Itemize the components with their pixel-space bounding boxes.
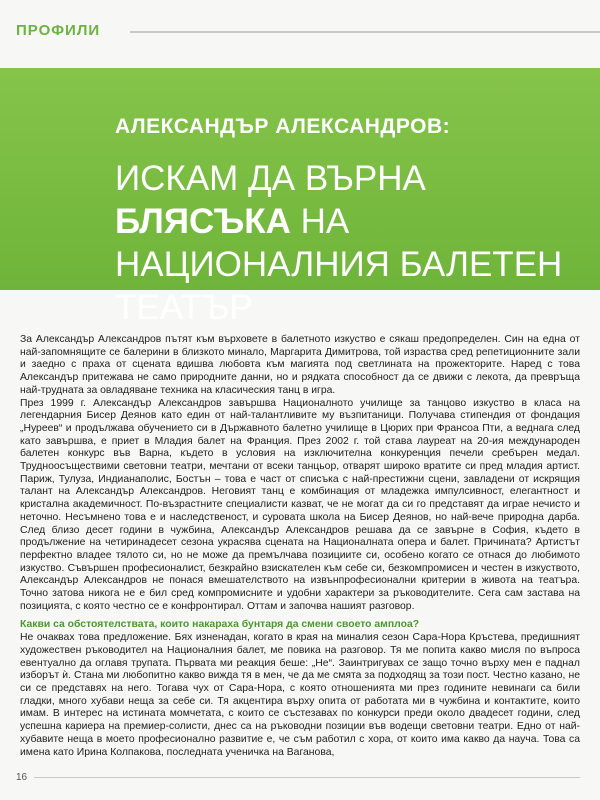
article-paragraph-intro: За Александър Александров пътят към върховете в балетното изкуство е сякаш предопределен. Син на една от най-запомнящите се балерини в близкото минало, Маргарита Димитрова, той израства сред репетиционните зали и заедно с праха от сцената вдишва любовта към магията под светлината на прожекторите. Наред с това Александър притежава не само природните данни, но и рядката способност да се движи с лекота, да превръща най-трудната за овладяване техника на класическия танц в игра. xyxy=(20,334,580,396)
headline-highlight: БЛЯСЪКА xyxy=(115,202,291,241)
article-paragraph-bio: През 1999 г. Александър Александров завършва Националното училище за танцово изкуство в класа на легендарния Бисер Деянов като един от най-талантливите му възпитаници. Получава стипендия от фондация „Нуреев“ и продължава обучението си в Държавното балетно училище в Цюрих при Франсоа Пти, а веднага след като завършва, е приет в Младия балет на Франция. През 2002 г. той става лауреат на 20-ия международен балетен конкурс във Варна, където в условия на изключителна конкуренция печели сребърен медал. Трудноосъществими световни театри, мечтани от всеки танцьор, отварят широко вратите си пред младия артист. Париж, Тулуза, Индианаполис, Бостън – това е част от списъка с най-престижни сцени, завладени от искрящия талант на Александър Александров. Неговият танц е комбинация от младежка импулсивност, елегантност и кристална академичност. По-възрастните специалисти казват, че не могат да си го представят да играе нечисто и неточно. Несъмнено това е и наследственост, и суровата школа на Бисер Деянов, но най-вече природна дарба. След близо десет години в чужбина, Александър Александров решава да се завърне в София, където в продължение на четиринадесет сезона украсява сцената на Националната опера и балет. Причината? Артистът перфектно владее тялото си, но не може да премълчава позициите си, особено когато се отнася до любимото изкуство. Съвършен професионалист, безкрайно взискателен към себе си, безкомпромисен и честен в изкуството, Александър Александров не понася вмешателството на извънпрофесионални критерии в живота на театъра. Точно затова никога не е бил сред компромисните и удобни характери за ръководителите. Сега сам застава на позицията, с която честно се е конфронтирал. Оттам и започва нашият разговор. xyxy=(20,397,580,612)
page-number: 16 xyxy=(16,772,28,783)
article-headline xyxy=(115,157,585,329)
section-label: ПРОФИЛИ xyxy=(16,22,101,39)
article-body xyxy=(20,334,580,759)
footer-divider xyxy=(34,777,580,778)
headline-part1: ИСКАМ ДА ВЪРНА xyxy=(115,159,426,198)
article-subtitle: АЛЕКСАНДЪР АЛЕКСАНДРОВ: xyxy=(115,115,451,138)
headline-part2: НА НАЦИОНАЛНИЯ БАЛЕТЕН ТЕАТЪР xyxy=(115,202,563,327)
section-divider xyxy=(130,31,600,33)
interview-answer: Не очаквах това предложение. Бях изненадан, когато в края на миналия сезон Сара-Нора Кръстева, предишният художествен ръководител на Националния балет, ме повика на разговор. Тя ме попита какво мисля по въпроса евентуално да оглавя трупата. Първата ми реакция беше: „Не“. Заинтригувах се защо точно върху мен е паднал изборът ѝ. Стана ми любопитно какво вижда тя в мен, че да ме смята за подходящ за този пост. Честно казано, не си се представях на него. Тогава чух от Сара-Нора, с която отношенията ми през годините невинаги са били гладки, много хубави неща за себе си. Тя акцентира върху опита от работата ми в чужбина и контактите, които имам. В интерес на истината момчетата, с които се състезавах по конкурси преди около двадесет години, след успешна кариера на премиер-солисти, днес са на ръководни позиции във водещи световни театри. Едно от най-хубавите неща в моето професионално развитие е, че съм работил с хора, от които има какво да науча. Това са имена като Ирина Колпакова, последната ученичка на Ваганова, xyxy=(20,632,580,758)
interview-question: Какви са обстоятелствата, които накараха бунтаря да смени своето амплоа? xyxy=(20,619,420,631)
